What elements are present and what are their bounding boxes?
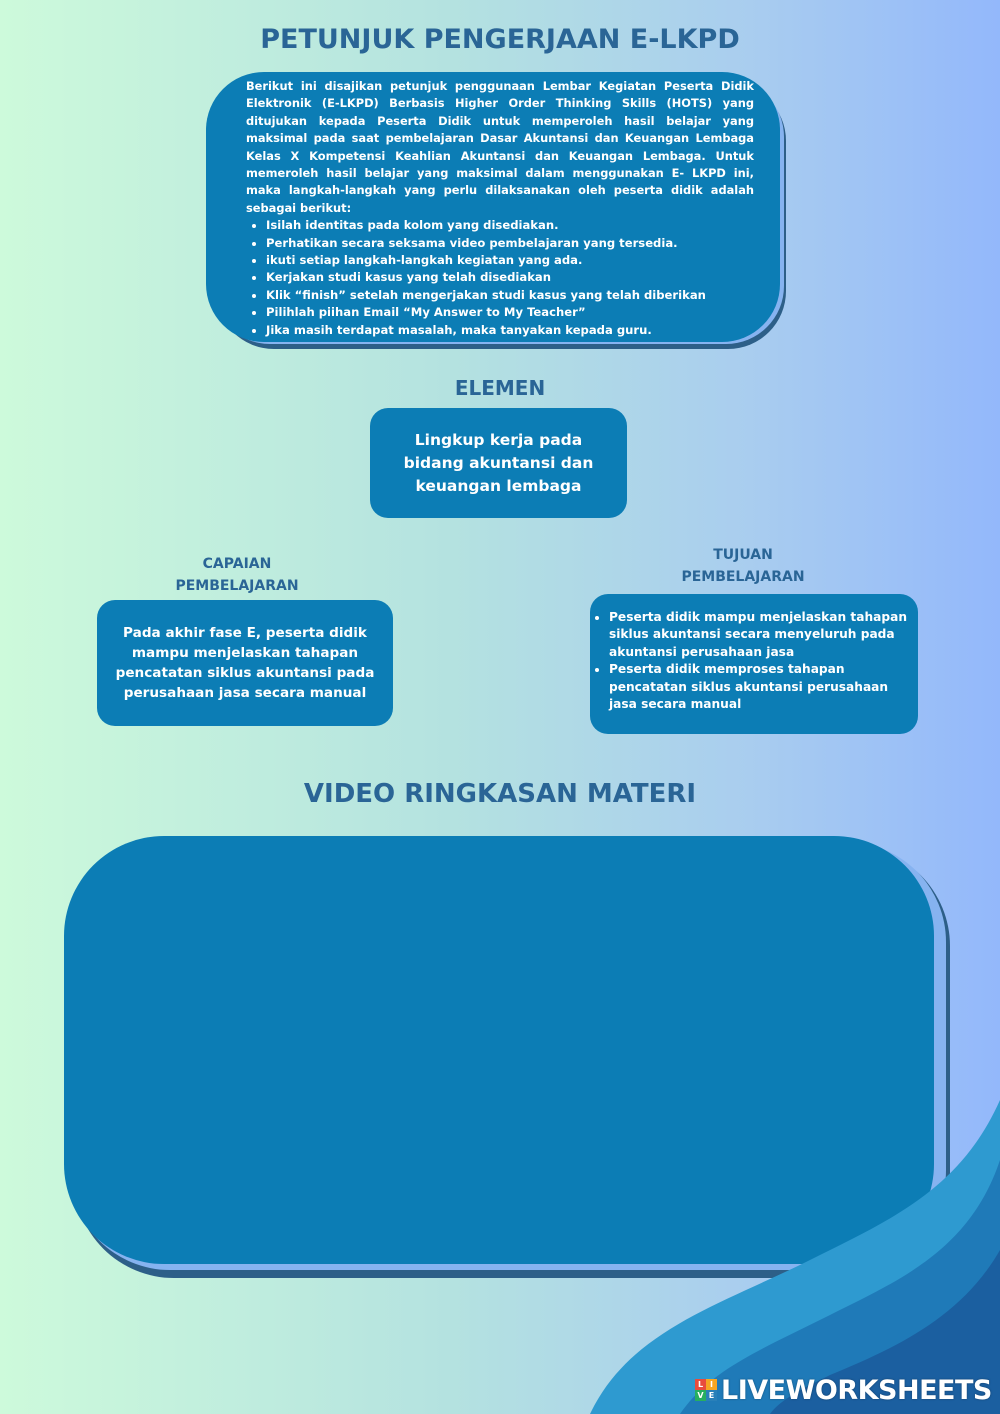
elemen-card — [370, 408, 627, 518]
instruction-step: • Jika masih terdapat masalah, maka tanyakan kepada guru. — [266, 322, 754, 339]
elemen-text: Lingkup kerja pada bidang akuntansi dan keuangan lembaga — [403, 430, 594, 495]
instruction-step: • ikuti setiap langkah-langkah kegiatan yang ada. — [266, 252, 754, 269]
badge-letter: V — [695, 1390, 706, 1401]
instruction-step: • Pilihlah piihan Email “My Answer to My Teacher” — [266, 304, 754, 321]
intro-paragraph: Berikut ini disajikan petunjuk penggunaan Lembar Kegiatan Peserta Didik Elektronik (E-LKPD) Berbasis Higher Order Thinking Skills (HOTS) yang ditujukan kepada Peserta Didik untuk memperoleh hasil belajar yang maksimal pada saat pembelajaran Dasar Akuntansi dan Keuangan Lembaga Kelas X Kompetensi Keahlian Akuntansi dan Keuangan Lembaga. Untuk memeroleh hasil belajar yang maksimal dalam menggunakan E- LKPD ini, maka langkah-langkah yang perlu dilaksanakan oleh peserta didik adalah sebagai berikut: — [246, 79, 754, 215]
tujuan-heading-line1: TUJUAN — [713, 547, 773, 563]
page-title: PETUNJUK PENGERJAAN E-LKPD — [260, 24, 740, 55]
capaian-text: Pada akhir fase E, peserta didik mampu menjelaskan tahapan pencatatan siklus akuntansi pada perusahaan jasa secara manual — [115, 625, 375, 701]
capaian-heading-line1: CAPAIAN — [202, 556, 272, 572]
capaian-heading-line2: PEMBELAJARAN — [175, 578, 299, 594]
capaian-card — [97, 600, 393, 726]
instruction-step: • Klik “finish” setelah mengerjakan studi kasus yang telah diberikan — [266, 287, 754, 304]
video-heading: VIDEO RINGKASAN MATERI — [303, 779, 697, 809]
tujuan-heading-line2: PEMBELAJARAN — [681, 569, 805, 585]
tujuan-item: • Peserta didik memproses tahapan pencatatan siklus akuntansi perusahaan jasa secara manual — [609, 661, 912, 713]
instruction-step: • Isilah identitas pada kolom yang disediakan. — [266, 217, 754, 234]
capaian-heading — [137, 553, 337, 597]
intro-card — [206, 72, 780, 342]
instruction-steps — [246, 217, 754, 339]
badge-letter: E — [706, 1390, 717, 1401]
decorative-waves — [560, 1100, 1000, 1414]
liveworksheets-badge-icon — [695, 1379, 717, 1401]
tujuan-card — [590, 594, 918, 734]
instruction-step: • Perhatikan secara seksama video pembelajaran yang tersedia. — [266, 235, 754, 252]
liveworksheets-logo — [695, 1375, 992, 1405]
badge-letter: L — [695, 1379, 706, 1390]
tujuan-heading — [643, 544, 843, 588]
tujuan-item: • Peserta didik mampu menjelaskan tahapan siklus akuntansi secara menyeluruh pada akuntansi perusahaan jasa — [609, 609, 912, 661]
instruction-step: • Kerjakan studi kasus yang telah disediakan — [266, 269, 754, 286]
badge-letter: I — [706, 1379, 717, 1390]
tujuan-list — [590, 609, 912, 713]
liveworksheets-wordmark: LIVEWORKSHEETS — [721, 1374, 992, 1406]
elemen-heading: ELEMEN — [454, 376, 546, 400]
